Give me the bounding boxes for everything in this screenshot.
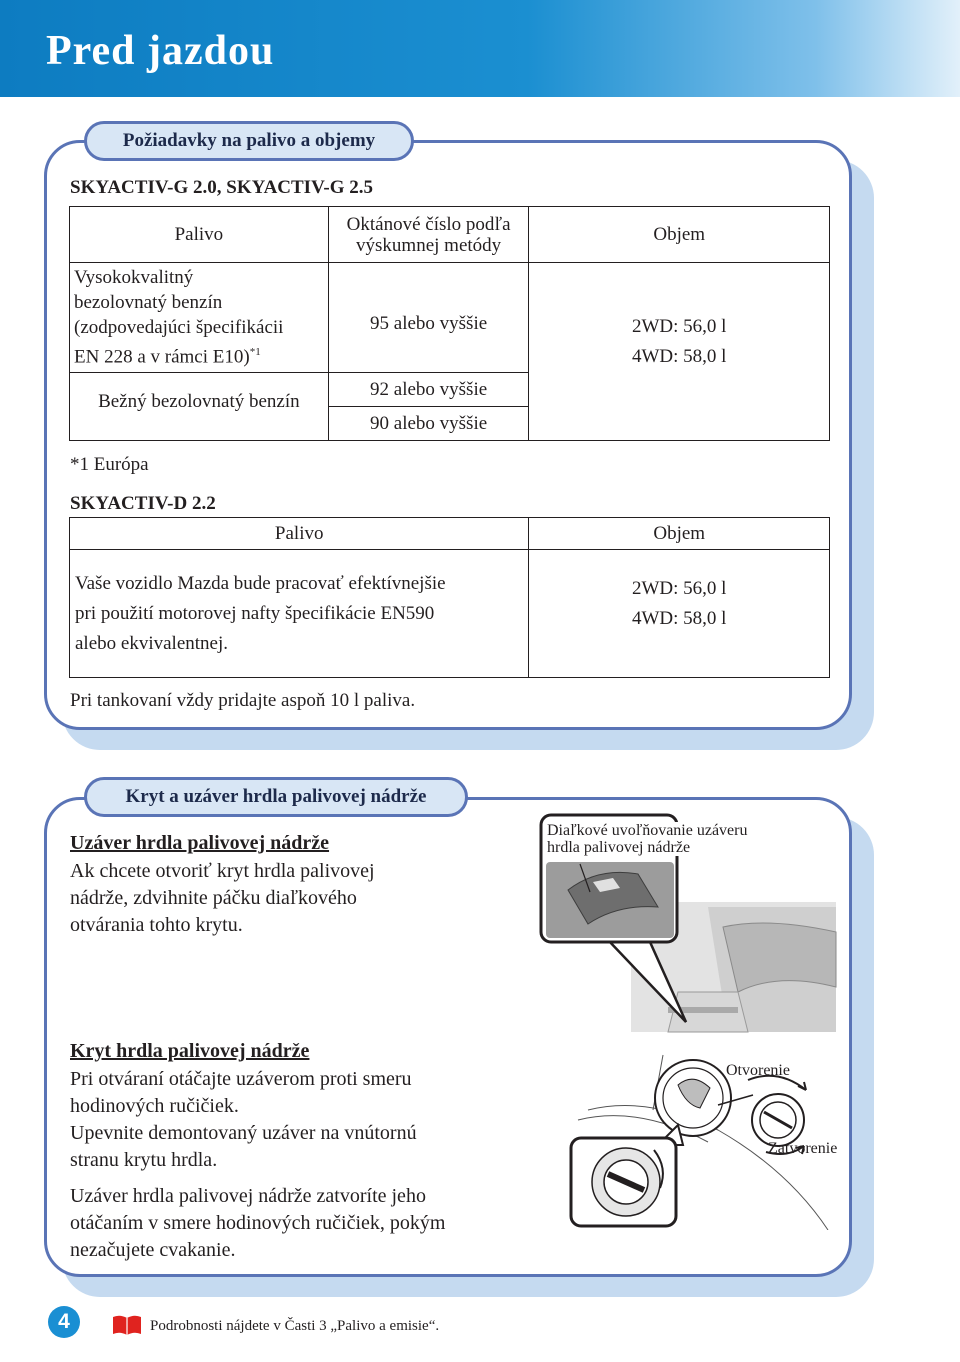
open-label: Otvorenie bbox=[726, 1062, 790, 1079]
gas-capacity-4wd: 4WD: 58,0 l bbox=[632, 345, 727, 367]
fuel-cap-title: Uzáver hrdla palivovej nádrže bbox=[70, 832, 330, 854]
fuel-cap-text-line: nádrže, zdvihnite páčku diaľkového bbox=[70, 887, 357, 909]
book-icon bbox=[112, 1313, 142, 1337]
gas-engine-heading: SKYACTIV-G 2.0, SKYACTIV-G 2.5 bbox=[70, 177, 373, 198]
premium-fuel-line: EN 228 a v rámci E10) bbox=[74, 346, 250, 368]
fuel-lid-text-line: stranu krytu hrdla. bbox=[70, 1149, 218, 1171]
footnote-europe: *1 Európa bbox=[70, 454, 149, 475]
fuel-cap-text bbox=[70, 858, 375, 939]
diesel-capacity-4wd: 4WD: 58,0 l bbox=[631, 607, 727, 629]
diesel-fuel-line: alebo ekvivalentnej. bbox=[75, 632, 228, 654]
fuel-lid-text-line: Upevnite demontovaný uzáver na vnútornú bbox=[70, 1122, 417, 1144]
diesel-fuel-line: Vaše vozidlo Mazda bude pracovať efektívnejšie bbox=[75, 572, 446, 594]
fuel-cap-text-line: otvárania tohto krytu. bbox=[70, 914, 243, 936]
diesel-fuel-cell bbox=[70, 550, 529, 678]
fuel-lid-section-title: Kryt a uzáver hrdla palivovej nádrže bbox=[84, 777, 468, 817]
fuel-lid-close-line: nezačujete cvakanie. bbox=[70, 1239, 236, 1261]
close-label: Zatvorenie bbox=[768, 1140, 838, 1157]
gas-header-fuel: Palivo bbox=[70, 207, 329, 263]
diesel-header-capacity: Objem bbox=[529, 518, 830, 550]
fuel-lid-close-line: otáčaním v smere hodinových ručičiek, pokým bbox=[70, 1212, 446, 1234]
diesel-fuel-table bbox=[69, 517, 830, 678]
diesel-capacity-cell bbox=[529, 550, 830, 678]
premium-fuel-line: bezolovnatý benzín bbox=[74, 292, 223, 314]
diesel-header-fuel: Palivo bbox=[70, 518, 529, 550]
fuel-lid-text bbox=[70, 1066, 417, 1174]
diesel-engine-heading: SKYACTIV-D 2.2 bbox=[70, 493, 216, 514]
footer-reference: Podrobnosti nájdete v Časti 3 „Palivo a emisie“. bbox=[150, 1318, 440, 1334]
page-header bbox=[0, 0, 960, 97]
premium-octane-cell: 95 alebo vyššie bbox=[328, 263, 529, 373]
remote-release-line: hrdla palivovej nádrže bbox=[547, 839, 691, 856]
regular-octane-90: 90 alebo vyššie bbox=[328, 407, 529, 441]
fuel-cap-text-line: Ak chcete otvoriť kryt hrdla palivovej bbox=[70, 860, 375, 882]
fuel-section-title: Požiadavky na palivo a objemy bbox=[84, 121, 414, 161]
premium-fuel-line: Vysokokvalitný bbox=[74, 267, 194, 289]
fuel-lid-close-text bbox=[70, 1183, 445, 1264]
fuel-lid-text-line: Pri otváraní otáčajte uzáverom proti smeru bbox=[70, 1068, 412, 1090]
gas-capacity-2wd: 2WD: 56,0 l bbox=[632, 315, 727, 337]
gas-fuel-table bbox=[69, 206, 830, 441]
page-number: 4 bbox=[48, 1306, 80, 1338]
fuel-lid-title: Kryt hrdla palivovej nádrže bbox=[70, 1040, 310, 1062]
remote-release-callout bbox=[547, 822, 747, 856]
diesel-fuel-line: pri použití motorovej nafty špecifikácie EN590 bbox=[75, 602, 435, 624]
regular-octane-92: 92 alebo vyššie bbox=[328, 373, 529, 407]
gas-capacity-cell bbox=[529, 263, 830, 441]
gas-header-octane-line1: Oktánové číslo podľa bbox=[346, 213, 511, 235]
fuel-lid-text-line: hodinových ručičiek. bbox=[70, 1095, 239, 1117]
footnote-mark: *1 bbox=[249, 346, 261, 359]
regular-fuel-cell: Bežný bezolovnatý benzín bbox=[70, 373, 329, 441]
gas-header-octane bbox=[328, 207, 529, 263]
gas-header-capacity: Objem bbox=[529, 207, 830, 263]
refuel-note: Pri tankovaní vždy pridajte aspoň 10 l paliva. bbox=[70, 690, 416, 711]
premium-fuel-cell bbox=[70, 263, 329, 373]
remote-release-line: Diaľkové uvoľňovanie uzáveru bbox=[547, 822, 748, 839]
diesel-capacity-2wd: 2WD: 56,0 l bbox=[631, 577, 727, 599]
gas-header-octane-line2: výskumnej metódy bbox=[356, 234, 502, 256]
premium-fuel-line: (zodpovedajúci špecifikácii bbox=[74, 317, 284, 339]
fuel-lid-close-line: Uzáver hrdla palivovej nádrže zatvoríte jeho bbox=[70, 1185, 426, 1207]
page-title: Pred jazdou bbox=[46, 28, 275, 74]
